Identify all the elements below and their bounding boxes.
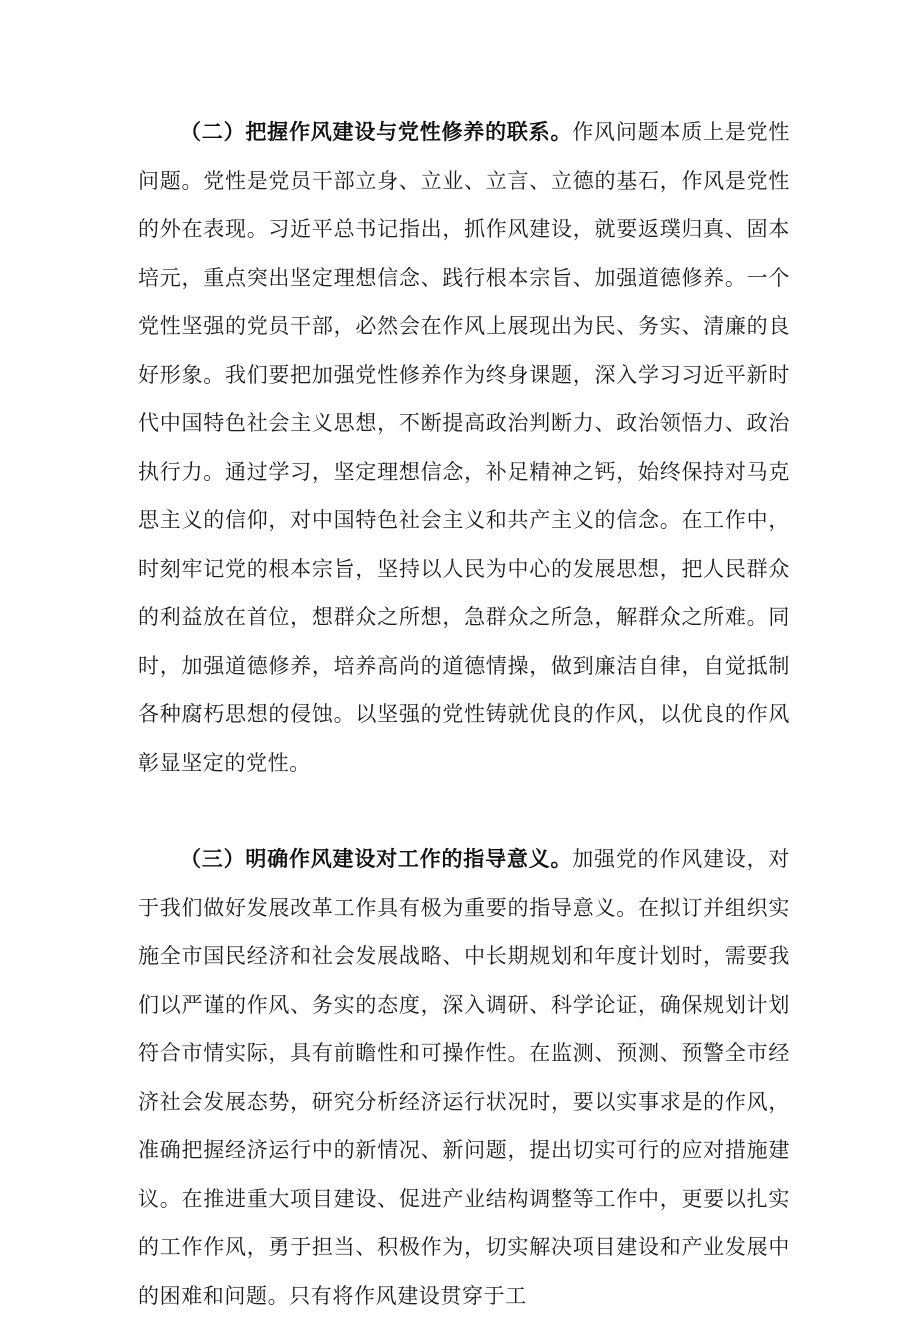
paragraph-work-guidance [138,835,790,1320]
paragraph-text: 加强党的作风建设，对于我们做好发展改革工作具有极为重要的指导意义。在拟订并组织实施全市国民经济和社会发展战略、中长期规划和年度计划时，需要我们以严谨的作风、务实的态度，深入调研、科学论证，确保规划计划符合市情实际，具有前瞻性和可操作性。在监测、预测、预警全市经济社会发展态势，研究分析经济运行状况时，要以实事求是的作风，准确把握经济运行中的新情况、新问题，提出切实可行的应对措施建议。在推进重大项目建设、促进产业结构调整等工作中，更要以扎实的工作作风，勇于担当、积极作为，切实解决项目建设和产业发展中的困难和问题。只有将作风建设贯穿于工 [138,847,790,1308]
paragraph-party-spirit [138,108,790,787]
document-body [138,108,790,1320]
paragraph-text: 作风问题本质上是党性问题。党性是党员干部立身、立业、立言、立德的基石，作风是党性的外在表现。习近平总书记指出，抓作风建设，就要返璞归真、固本培元，重点突出坚定理想信念、践行根本宗旨、加强道德修养。一个党性坚强的党员干部，必然会在作风上展现出为民、务实、清廉的良好形象。我们要把加强党性修养作为终身课题，深入学习习近平新时代中国特色社会主义思想，不断提高政治判断力、政治领悟力、政治执行力。通过学习，坚定理想信念，补足精神之钙，始终保持对马克思主义的信仰，对中国特色社会主义和共产主义的信念。在工作中，时刻牢记党的根本宗旨，坚持以人民为中心的发展思想，把人民群众的利益放在首位，想群众之所想，急群众之所急，解群众之所难。同时，加强道德修养，培养高尚的道德情操，做到廉洁自律，自觉抵制各种腐朽思想的侵蚀。以坚强的党性铸就优良的作风，以优良的作风彰显坚定的党性。 [138,120,790,775]
paragraph-heading: （二）把握作风建设与党性修养的联系。 [180,120,573,144]
paragraph-heading: （三）明确作风建设对工作的指导意义。 [180,847,573,871]
